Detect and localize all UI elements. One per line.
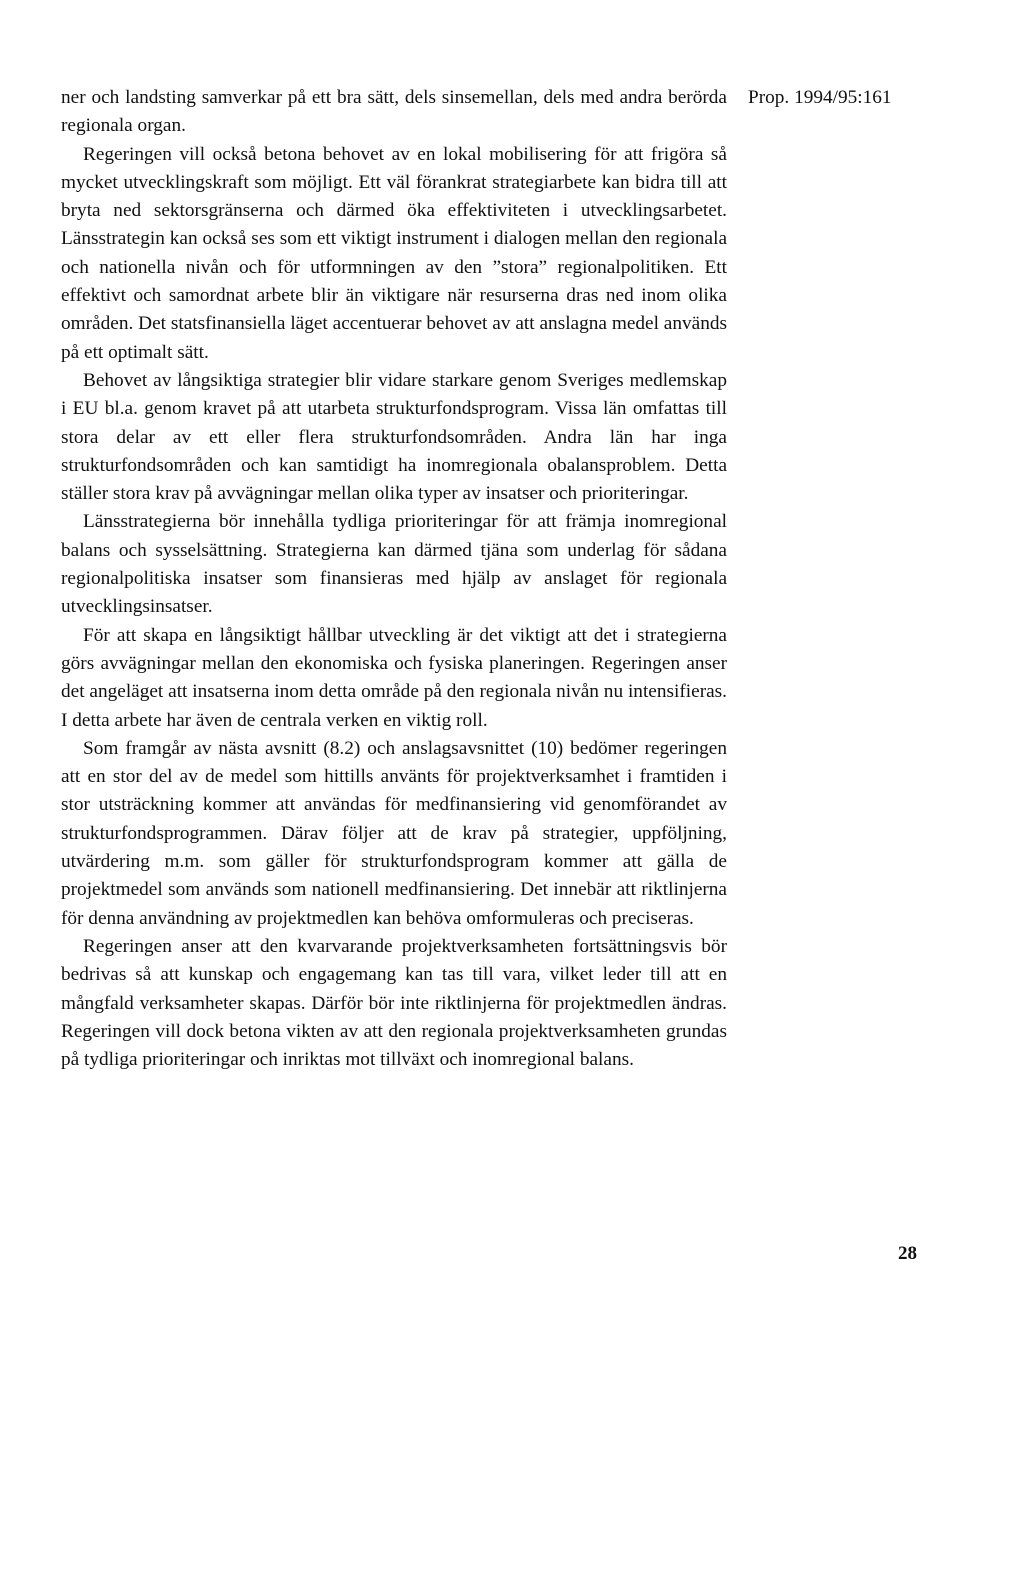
paragraph-2: Regeringen vill också betona behovet av en lokal mobilisering för att frigöra så mycket utvecklingskraft som möjligt. Ett väl förankrat strategiarbete kan bidra till att bryta ned sektorsgränserna och därmed öka effektiviteten i utvecklingsarbetet. Länsstrategin kan också ses som ett viktigt instrument i dialogen mellan den regionala och nationella nivån och för utformningen av den ”stora” regionalpolitiken. Ett effektivt och samordnat arbete blir än viktigare när resurserna dras ned inom olika områden. Det statsfinansiella läget accentuerar behovet av att anslagna medel används på ett optimalt sätt. [61,143,727,363]
paragraph-7: Regeringen anser att den kvarvarande projektverksamheten fortsättningsvis bör bedrivas så att kunskap och engagemang kan tas till vara, vilket leder till att en mångfald verksamheter skapas. Därför bör inte riktlinjerna för projektmedlen ändras. Regeringen vill dock betona vikten av att den regionala projektverksamheten grundas på tydliga prioriteringar och inriktas mot tillväxt och inomregional balans. [61,935,727,1071]
page-number: 28 [898,1243,917,1264]
body-text [61,84,727,1074]
paragraph-5: För att skapa en långsiktigt hållbar utveckling är det viktigt att det i strategierna görs avvägningar mellan den ekonomiska och fysiska planeringen. Regeringen anser det angeläget att insatserna inom detta område på den regionala nivån nu intensifieras. I detta arbete har även de centrala verken en viktig roll. [61,624,727,731]
proposition-reference: Prop. 1994/95:161 [748,87,892,108]
paragraph-4: Länsstrategierna bör innehålla tydliga prioriteringar för att främja inomregional balans och sysselsättning. Strategierna kan därmed tjäna som underlag för sådana regionalpolitiska insatser som finansieras med hjälp av anslaget för regionala utvecklingsinsatser. [61,511,727,618]
paragraph-6: Som framgår av nästa avsnitt (8.2) och anslagsavsnittet (10) bedömer regeringen att en stor del av de medel som hittills använts för projektverksamhet i framtiden i stor utsträckning kommer att användas för medfinansiering vid genomförandet av strukturfondsprogrammen. Därav följer att de krav på strategier, uppföljning, utvärdering m.m. som gäller för strukturfondsprogram kommer att gälla de projektmedel som används som nationell medfinansiering. Det innebär att riktlinjerna för denna användning av projektmedlen kan behöva omformuleras och preciseras. [61,737,727,929]
paragraph-3: Behovet av långsiktiga strategier blir vidare starkare genom Sveriges medlemskap i EU bl.a. genom kravet på att utarbeta strukturfondsprogram. Vissa län omfattas till stora delar av ett eller flera strukturfondsområden. Andra län har inga strukturfondsområden och kan samtidigt ha inomregionala obalansproblem. Detta ställer stora krav på avvägningar mellan olika typer av insatser och prioriteringar. [61,369,727,505]
paragraph-1: ner och landsting samverkar på ett bra sätt, dels sinsemellan, dels med andra berörda regionala organ. [61,87,727,137]
